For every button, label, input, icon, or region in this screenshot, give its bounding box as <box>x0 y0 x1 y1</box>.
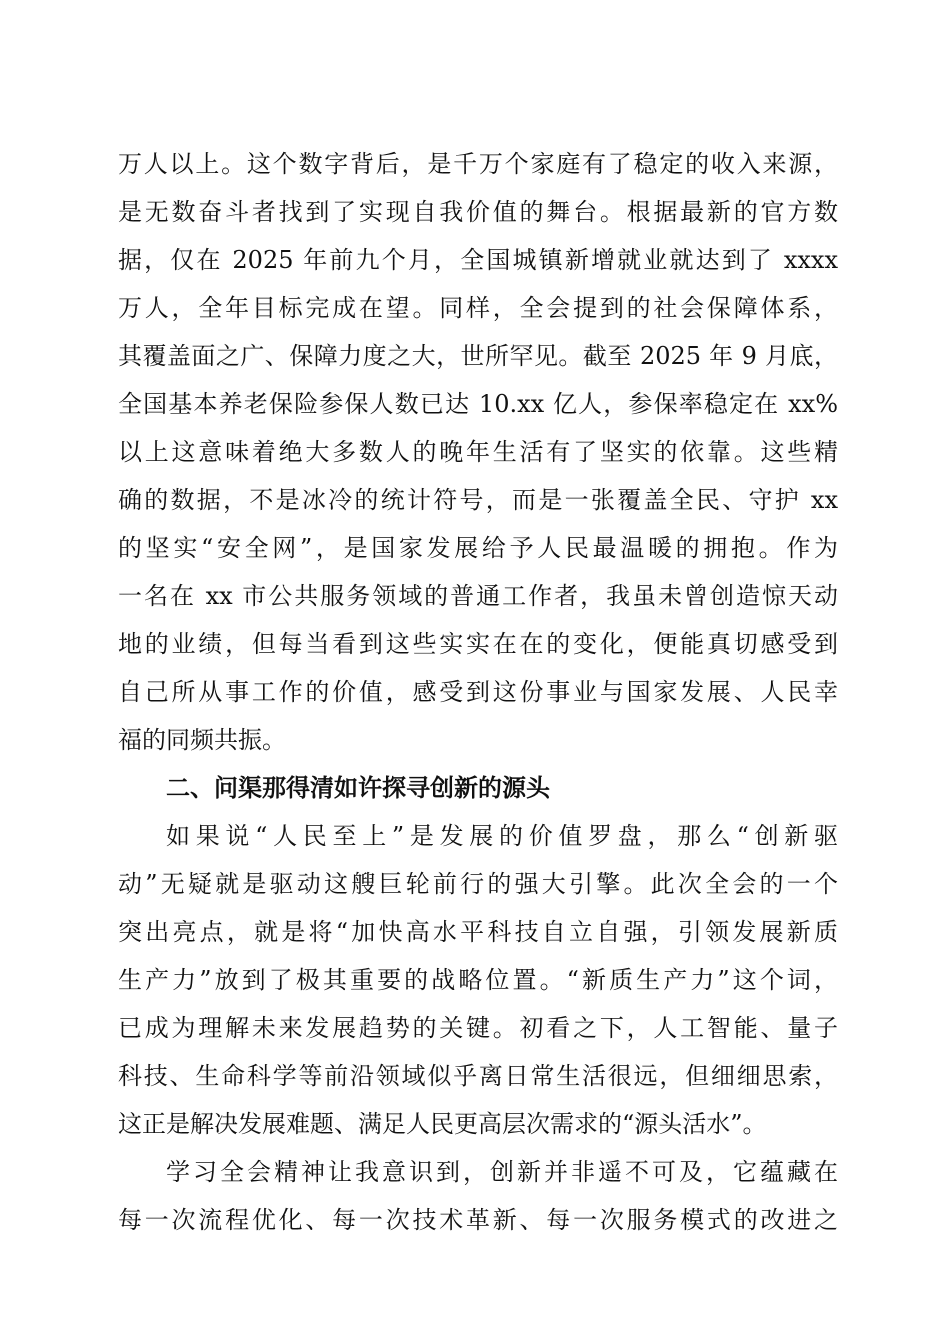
text-line: 万人，全年目标完成在望。同样，全会提到的社会保障体系， <box>118 294 838 322</box>
text-line: 全国基本养老保险参保人数已达 10.xx 亿人，参保率稳定在 xx% <box>118 390 838 418</box>
text-line: 科技、生命科学等前沿领域似乎离日常生活很远，但细细思索， <box>118 1062 838 1090</box>
text-line: 万人以上。这个数字背后，是千万个家庭有了稳定的收入来源， <box>118 150 838 178</box>
text-line: 突出亮点，就是将“加快高水平科技自立自强，引领发展新质 <box>118 918 838 946</box>
text-line: 学习全会精神让我意识到，创新并非遥不可及，它蕴藏在 <box>166 1158 838 1186</box>
text-line: 一名在 xx 市公共服务领域的普通工作者，我虽未曾创造惊天动 <box>118 582 838 610</box>
text-line: 每一次流程优化、每一次技术革新、每一次服务模式的改进之 <box>118 1206 838 1234</box>
text-line: 据，仅在 2025 年前九个月，全国城镇新增就业就达到了 xxxx <box>118 246 838 274</box>
text-line: 以上这意味着绝大多数人的晚年生活有了坚实的依靠。这些精 <box>118 438 838 466</box>
paragraph-employment-social-security <box>118 140 838 764</box>
text-line: 生产力”放到了极其重要的战略位置。“新质生产力”这个词， <box>118 966 838 994</box>
text-line: 动”无疑就是驱动这艘巨轮前行的强大引擎。此次全会的一个 <box>118 870 838 898</box>
text-line: 地的业绩，但每当看到这些实实在在的变化，便能真切感受到 <box>118 630 838 658</box>
paragraph-innovation-insight <box>118 1148 838 1244</box>
text-line: 的坚实“安全网”，是国家发展给予人民最温暖的拥抱。作为 <box>118 534 838 562</box>
text-line: 福的同频共振。 <box>118 726 286 754</box>
text-line: 已成为理解未来发展趋势的关键。初看之下，人工智能、量子 <box>118 1014 838 1042</box>
text-line: 这正是解决发展难题、满足人民更高层次需求的“源头活水”。 <box>118 1110 767 1138</box>
text-line: 确的数据，不是冰冷的统计符号，而是一张覆盖全民、守护 xx <box>118 486 838 514</box>
text-line: 自己所从事工作的价值，感受到这份事业与国家发展、人民幸 <box>118 678 838 706</box>
body-text <box>118 140 838 1244</box>
text-line: 其覆盖面之广、保障力度之大，世所罕见。截至 2025 年 9 月底， <box>118 342 838 370</box>
text-line: 如果说“人民至上”是发展的价值罗盘，那么“创新驱 <box>166 822 838 850</box>
paragraph-innovation-driven <box>118 812 838 1148</box>
text-line: 是无数奋斗者找到了实现自我价值的舞台。根据最新的官方数 <box>118 198 838 226</box>
section-heading: 二、问渠那得清如许探寻创新的源头 <box>166 774 550 802</box>
